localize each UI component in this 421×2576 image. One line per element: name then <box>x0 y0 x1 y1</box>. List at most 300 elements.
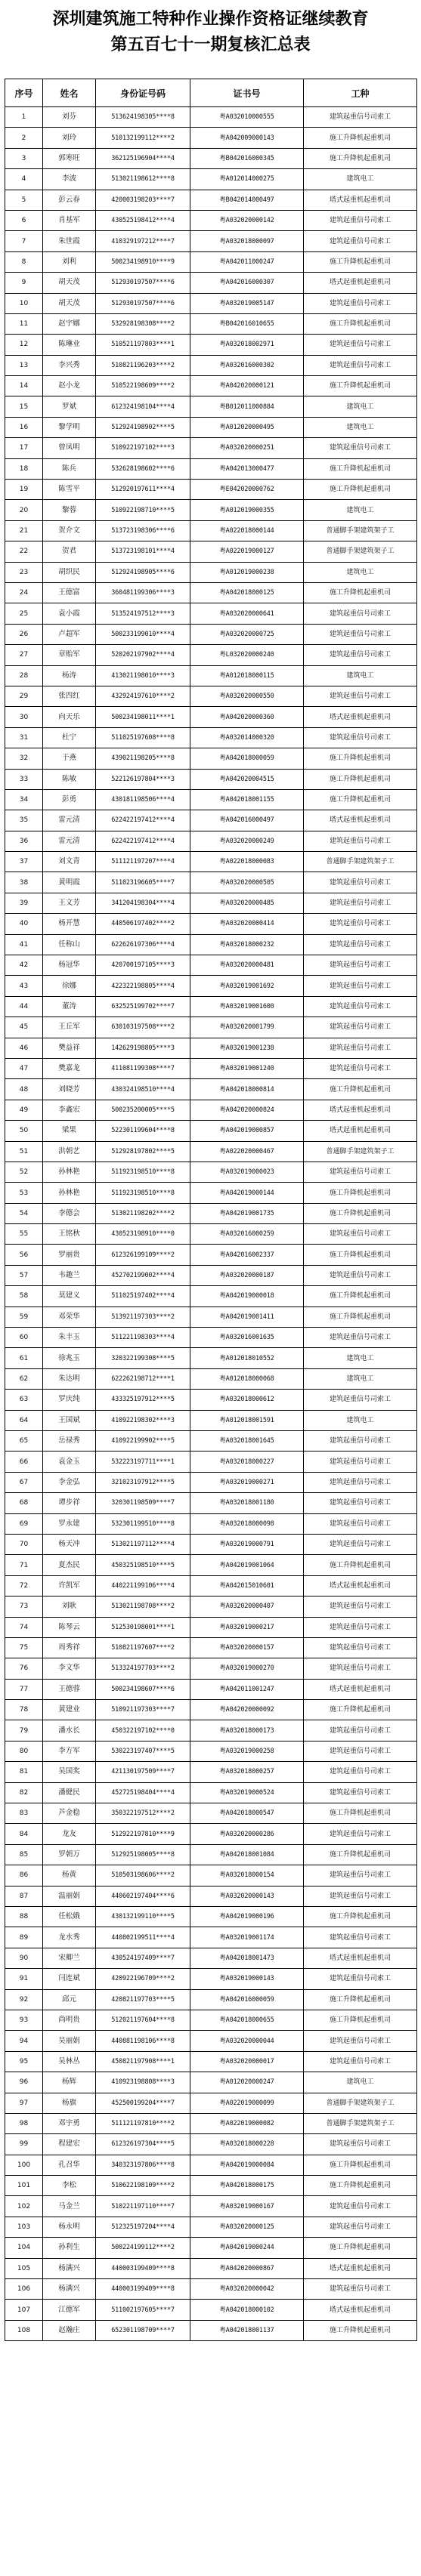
cell-cert-number: 粤A042020000092 <box>190 1700 304 1720</box>
table-row <box>5 417 417 437</box>
header-job-type: 工种 <box>304 79 417 107</box>
table-row <box>5 1720 417 1741</box>
cell-id-number: 421130197509****7 <box>96 1762 190 1782</box>
cell-id-number: 510132199112****2 <box>96 128 190 148</box>
cell-seq: 5 <box>5 190 43 210</box>
cell-seq: 73 <box>5 1597 43 1617</box>
cell-name: 潘健民 <box>43 1782 96 1803</box>
cell-cert-number: 粤A042018000655 <box>190 2010 304 2030</box>
cell-name: 朱丰玉 <box>43 1328 96 1348</box>
cell-job-type: 施工升降机起重机司 <box>304 1803 417 1824</box>
cell-job-type: 建筑起重信号司索工 <box>304 1493 417 1513</box>
cell-cert-number: 粤A032019000143 <box>190 1969 304 1989</box>
cell-id-number: 430525198412****4 <box>96 210 190 230</box>
cell-job-type: 建筑起重信号司索工 <box>304 1472 417 1492</box>
cell-job-type: 塔式起重机起重机司 <box>304 190 417 210</box>
header-id-number: 身份证号码 <box>96 79 190 107</box>
cell-job-type: 建筑起重信号司索工 <box>304 355 417 375</box>
table-row <box>5 955 417 976</box>
cell-job-type: 建筑起重信号司索工 <box>304 210 417 230</box>
table-row <box>5 2196 417 2217</box>
cell-job-type: 建筑电工 <box>304 396 417 417</box>
cell-seq: 34 <box>5 789 43 810</box>
cell-job-type: 施工升降机起重机司 <box>304 2238 417 2258</box>
cell-name: 江德军 <box>43 2300 96 2320</box>
table-row <box>5 1472 417 1492</box>
cell-cert-number: 粤A032020001799 <box>190 1017 304 1038</box>
cell-cert-number: 粤A042019001064 <box>190 1555 304 1575</box>
cell-name: 于燕 <box>43 748 96 769</box>
cell-name: 王丘军 <box>43 1017 96 1038</box>
cell-cert-number: 粤A032018001180 <box>190 1493 304 1513</box>
cell-seq: 16 <box>5 417 43 437</box>
cell-job-type: 建筑起重信号司索工 <box>304 1162 417 1182</box>
cell-cert-number: 粤A042019001411 <box>190 1307 304 1327</box>
cell-job-type: 建筑起重信号司索工 <box>304 2217 417 2237</box>
cell-cert-number: 粤A032019000270 <box>190 1658 304 1679</box>
cell-seq: 3 <box>5 148 43 168</box>
cell-job-type: 建筑起重信号司索工 <box>304 603 417 624</box>
cell-id-number: 510821197607****2 <box>96 1637 190 1658</box>
cell-seq: 81 <box>5 1762 43 1782</box>
cell-cert-number: 粤A032020000042 <box>190 2279 304 2300</box>
cell-job-type: 施工升降机起重机司 <box>304 148 417 168</box>
cell-seq: 67 <box>5 1472 43 1492</box>
table-row <box>5 273 417 293</box>
cell-cert-number: 粤A032020000505 <box>190 872 304 893</box>
cell-name: 杨冠华 <box>43 955 96 976</box>
table-row <box>5 1431 417 1452</box>
cell-id-number: 510922197102****3 <box>96 438 190 458</box>
cell-seq: 107 <box>5 2300 43 2320</box>
cell-name: 李德会 <box>43 1203 96 1223</box>
table-row <box>5 313 417 334</box>
cell-seq: 82 <box>5 1782 43 1803</box>
cell-id-number: 512928197802****5 <box>96 1141 190 1162</box>
cell-job-type: 建筑起重信号司索工 <box>304 1927 417 1948</box>
table-row <box>5 1079 417 1100</box>
cell-name: 吴丽娟 <box>43 2031 96 2051</box>
cell-seq: 92 <box>5 1989 43 2010</box>
table-row <box>5 2300 417 2320</box>
cell-cert-number: 粤A042016000059 <box>190 1989 304 2010</box>
cell-job-type: 建筑电工 <box>304 169 417 190</box>
cell-seq: 50 <box>5 1121 43 1141</box>
cell-id-number: 532928198308****2 <box>96 313 190 334</box>
cell-name: 罗永建 <box>43 1513 96 1534</box>
cell-job-type: 塔式起重机起重机司 <box>304 1575 417 1596</box>
cell-name: 刘晓芳 <box>43 1079 96 1100</box>
cell-name: 吴国奖 <box>43 1762 96 1782</box>
cell-job-type: 施工升降机起重机司 <box>304 251 417 272</box>
cell-cert-number: 粤A032018000154 <box>190 1865 304 1886</box>
cell-name: 刘玲 <box>43 128 96 148</box>
cell-id-number: 622262198712****1 <box>96 1368 190 1389</box>
cell-cert-number: 粤A042020000121 <box>190 376 304 396</box>
cell-seq: 7 <box>5 231 43 251</box>
cell-job-type: 施工升降机起重机司 <box>304 1555 417 1575</box>
cell-seq: 39 <box>5 893 43 913</box>
cell-id-number: 511025197402****4 <box>96 1286 190 1307</box>
cell-job-type: 普通脚手架建筑架子工 <box>304 2113 417 2133</box>
cell-cert-number: 粤B042014000497 <box>190 190 304 210</box>
cell-job-type: 施工升降机起重机司 <box>304 789 417 810</box>
cell-id-number: 321023197912****5 <box>96 1472 190 1492</box>
cell-job-type: 建筑起重信号司索工 <box>304 1390 417 1410</box>
table-row <box>5 541 417 562</box>
cell-cert-number: 粤A032019001174 <box>190 1927 304 1948</box>
table-row <box>5 1658 417 1679</box>
cell-cert-number: 粤A042020000360 <box>190 707 304 727</box>
cell-cert-number: 粤A032016000259 <box>190 1224 304 1245</box>
table-row <box>5 810 417 831</box>
cell-name: 刘文青 <box>43 852 96 872</box>
cell-id-number: 622422197412****4 <box>96 810 190 831</box>
cell-seq: 79 <box>5 1720 43 1741</box>
cell-id-number: 413021198010****3 <box>96 665 190 686</box>
cell-name: 夏杰民 <box>43 1555 96 1575</box>
cell-cert-number: 粤B012011000884 <box>190 396 304 417</box>
table-row <box>5 1058 417 1078</box>
cell-cert-number: 粤A012018010552 <box>190 1348 304 1368</box>
cell-name: 龙水秀 <box>43 1927 96 1948</box>
cell-id-number: 500234198607****6 <box>96 1679 190 1699</box>
cell-job-type: 建筑起重信号司索工 <box>304 438 417 458</box>
cell-cert-number: 粤A042011001247 <box>190 1679 304 1699</box>
cell-job-type: 塔式起重机起重机司 <box>304 1121 417 1141</box>
cell-cert-number: 粤A032020000142 <box>190 210 304 230</box>
cell-name: 孔召华 <box>43 2155 96 2175</box>
cell-seq: 80 <box>5 1741 43 1761</box>
cell-name: 彭勇 <box>43 789 96 810</box>
cell-cert-number: 粤A032018000232 <box>190 934 304 955</box>
cell-seq: 18 <box>5 458 43 479</box>
cell-name: 王国斌 <box>43 1410 96 1430</box>
cell-name: 程建宏 <box>43 2134 96 2155</box>
cell-job-type: 塔式起重机起重机司 <box>304 2258 417 2278</box>
table-row <box>5 1017 417 1038</box>
cell-id-number: 420003198203****7 <box>96 190 190 210</box>
cell-job-type: 建筑起重信号司索工 <box>304 1452 417 1472</box>
cell-name: 罗丽贵 <box>43 1245 96 1265</box>
cell-seq: 32 <box>5 748 43 769</box>
cell-id-number: 362125196904****4 <box>96 148 190 168</box>
cell-id-number: 450322197102****0 <box>96 1720 190 1741</box>
cell-job-type: 施工升降机起重机司 <box>304 1286 417 1307</box>
cell-cert-number: 粤A042018001473 <box>190 1948 304 1968</box>
table-row <box>5 1637 417 1658</box>
cell-id-number: 511923198510****8 <box>96 1162 190 1182</box>
cell-cert-number: 粤A032020000157 <box>190 1637 304 1658</box>
cell-name: 吴林丛 <box>43 2051 96 2072</box>
cell-job-type: 普通脚手架建筑架子工 <box>304 1141 417 1162</box>
cell-job-type: 建筑起重信号司索工 <box>304 996 417 1017</box>
cell-job-type: 建筑起重信号司索工 <box>304 231 417 251</box>
cell-cert-number: 粤A032019001240 <box>190 1058 304 1078</box>
cell-job-type: 施工升降机起重机司 <box>304 480 417 500</box>
cell-cert-number: 粤A032018000227 <box>190 1452 304 1472</box>
cell-name: 杨满兴 <box>43 2258 96 2278</box>
table-row <box>5 520 417 541</box>
cell-id-number: 450325198510****5 <box>96 1555 190 1575</box>
cell-seq: 22 <box>5 541 43 562</box>
cell-cert-number: 粤A042019000144 <box>190 1183 304 1203</box>
cell-seq: 43 <box>5 976 43 996</box>
cell-name: 谭步祥 <box>43 1493 96 1513</box>
cell-id-number: 432924197610****2 <box>96 686 190 706</box>
cell-seq: 68 <box>5 1493 43 1513</box>
cell-name: 黎蓉 <box>43 500 96 520</box>
cell-name: 孙利生 <box>43 2238 96 2258</box>
cell-seq: 29 <box>5 686 43 706</box>
cell-job-type: 施工升降机起重机司 <box>304 1245 417 1265</box>
table-row <box>5 914 417 934</box>
cell-seq: 8 <box>5 251 43 272</box>
cell-job-type: 建筑起重信号司索工 <box>304 914 417 934</box>
cell-cert-number: 粤A032014000320 <box>190 727 304 748</box>
cell-id-number: 430524197409****7 <box>96 1948 190 1968</box>
table-row <box>5 1555 417 1575</box>
cell-job-type: 建筑起重信号司索工 <box>304 1762 417 1782</box>
cell-job-type: 塔式起重机起重机司 <box>304 273 417 293</box>
table-row <box>5 893 417 913</box>
table-row <box>5 748 417 769</box>
table-row <box>5 872 417 893</box>
cell-cert-number: 粤A012018000068 <box>190 1368 304 1389</box>
cell-name: 袁金玉 <box>43 1452 96 1472</box>
cell-job-type: 施工升降机起重机司 <box>304 128 417 148</box>
cell-seq: 90 <box>5 1948 43 1968</box>
table-row <box>5 1348 417 1368</box>
cell-cert-number: 粤A042018000547 <box>190 1803 304 1824</box>
cell-seq: 65 <box>5 1431 43 1452</box>
cell-name: 张四红 <box>43 686 96 706</box>
cell-cert-number: 粤A032019000791 <box>190 1534 304 1554</box>
cell-name: 胡天茂 <box>43 293 96 313</box>
cell-id-number: 452500199204****7 <box>96 2093 190 2113</box>
table-row <box>5 1368 417 1389</box>
cell-job-type: 建筑电工 <box>304 2072 417 2093</box>
cell-id-number: 512930197507****6 <box>96 273 190 293</box>
cell-id-number: 513921197303****2 <box>96 1307 190 1327</box>
cell-cert-number: 粤A032020000125 <box>190 2217 304 2237</box>
table-row <box>5 1410 417 1430</box>
cell-job-type: 建筑起重信号司索工 <box>304 1265 417 1285</box>
cell-id-number: 510521197803****1 <box>96 335 190 355</box>
table-row <box>5 1844 417 1865</box>
cell-name: 董涛 <box>43 996 96 1017</box>
cell-name: 马金兰 <box>43 2196 96 2217</box>
cell-seq: 104 <box>5 2238 43 2258</box>
cell-name: 朱世霞 <box>43 231 96 251</box>
cell-job-type: 施工升降机起重机司 <box>304 2010 417 2030</box>
table-row <box>5 996 417 1017</box>
cell-id-number: 500235200005****5 <box>96 1100 190 1120</box>
cell-job-type: 建筑起重信号司索工 <box>304 2031 417 2051</box>
table-row <box>5 1245 417 1265</box>
cell-id-number: 532223197711****1 <box>96 1452 190 1472</box>
cell-job-type: 施工升降机起重机司 <box>304 582 417 603</box>
cell-name: 罗斌 <box>43 396 96 417</box>
cell-name: 罗庆纯 <box>43 1390 96 1410</box>
cell-name: 邱元 <box>43 1989 96 2010</box>
cell-job-type: 建筑起重信号司索工 <box>304 1224 417 1245</box>
cell-id-number: 430132199110****5 <box>96 1906 190 1927</box>
cell-cert-number: 粤A022019000127 <box>190 541 304 562</box>
cell-job-type: 普通脚手架建筑架子工 <box>304 852 417 872</box>
cell-cert-number: 粤A022020000467 <box>190 1141 304 1162</box>
cell-seq: 19 <box>5 480 43 500</box>
cell-name: 肖基军 <box>43 210 96 230</box>
cell-cert-number: 粤A032020000481 <box>190 955 304 976</box>
cell-name: 罗朝万 <box>43 1844 96 1865</box>
cell-id-number: 511002197605****7 <box>96 2300 190 2320</box>
cell-seq: 28 <box>5 665 43 686</box>
cell-cert-number: 粤A032018001645 <box>190 1431 304 1452</box>
cell-name: 刘耿 <box>43 1597 96 1617</box>
cell-cert-number: 粤A032019000217 <box>190 1617 304 1637</box>
cell-name: 郭寒旺 <box>43 148 96 168</box>
cell-id-number: 532301199510****8 <box>96 1513 190 1534</box>
cell-seq: 55 <box>5 1224 43 1245</box>
cell-name: 赵瀚庄 <box>43 2320 96 2340</box>
table-row <box>5 2320 417 2340</box>
cell-name: 王铭秋 <box>43 1224 96 1245</box>
cell-seq: 77 <box>5 1679 43 1699</box>
cell-id-number: 530223197407****5 <box>96 1741 190 1761</box>
cell-cert-number: 粤A012020000247 <box>190 2072 304 2093</box>
cell-seq: 41 <box>5 934 43 955</box>
cell-name: 岳禄秀 <box>43 1431 96 1452</box>
table-row <box>5 1824 417 1844</box>
cell-seq: 4 <box>5 169 43 190</box>
table-row <box>5 1328 417 1348</box>
cell-id-number: 513021198708****2 <box>96 1597 190 1617</box>
table-row <box>5 169 417 190</box>
table-row <box>5 1390 417 1410</box>
cell-seq: 78 <box>5 1700 43 1720</box>
cell-id-number: 440506197402****2 <box>96 914 190 934</box>
table-row <box>5 2010 417 2030</box>
table-row <box>5 1597 417 1617</box>
cell-seq: 52 <box>5 1162 43 1182</box>
cell-id-number: 420922196709****2 <box>96 1969 190 1989</box>
table-row <box>5 1100 417 1120</box>
cell-name: 陈兵 <box>43 458 96 479</box>
cell-job-type: 建筑起重信号司索工 <box>304 1597 417 1617</box>
cell-seq: 25 <box>5 603 43 624</box>
cell-name: 杨永明 <box>43 2217 96 2237</box>
cell-cert-number: 粤A032020000485 <box>190 893 304 913</box>
cell-cert-number: 粤A012020000495 <box>190 417 304 437</box>
cell-id-number: 411081199308****7 <box>96 1058 190 1078</box>
cell-job-type: 建筑起重信号司索工 <box>304 1741 417 1761</box>
table-row <box>5 1989 417 2010</box>
cell-seq: 47 <box>5 1058 43 1078</box>
cell-id-number: 440003199409****8 <box>96 2258 190 2278</box>
table-row <box>5 686 417 706</box>
cell-id-number: 511121197810****2 <box>96 2113 190 2133</box>
cell-job-type: 施工升降机起重机司 <box>304 2320 417 2340</box>
cell-job-type: 建筑起重信号司索工 <box>304 1782 417 1803</box>
cell-job-type: 普通脚手架建筑架子工 <box>304 520 417 541</box>
cell-job-type: 建筑起重信号司索工 <box>304 1328 417 1348</box>
cell-job-type: 建筑电工 <box>304 1410 417 1430</box>
cell-job-type: 建筑起重信号司索工 <box>304 1513 417 1534</box>
cell-seq: 63 <box>5 1390 43 1410</box>
cell-job-type: 建筑起重信号司索工 <box>304 872 417 893</box>
cell-id-number: 440003199409****8 <box>96 2279 190 2300</box>
cell-cert-number: 粤A042018000814 <box>190 1079 304 1100</box>
cell-cert-number: 粤A032020000143 <box>190 1886 304 1906</box>
cell-seq: 85 <box>5 1844 43 1865</box>
cell-name: 杨满兴 <box>43 2279 96 2300</box>
cell-id-number: 512325197204****4 <box>96 2217 190 2237</box>
cell-cert-number: 粤A032020000407 <box>190 1597 304 1617</box>
cell-id-number: 410922199902****5 <box>96 1431 190 1452</box>
cell-job-type: 塔式起重机起重机司 <box>304 1100 417 1120</box>
header-row <box>5 79 417 107</box>
cell-seq: 35 <box>5 810 43 831</box>
cell-seq: 44 <box>5 996 43 1017</box>
cell-job-type: 建筑起重信号司索工 <box>304 934 417 955</box>
cell-job-type: 施工升降机起重机司 <box>304 1079 417 1100</box>
cell-name: 赵宇娜 <box>43 313 96 334</box>
cell-cert-number: 粤A042016000307 <box>190 273 304 293</box>
cell-job-type: 建筑起重信号司索工 <box>304 645 417 665</box>
cell-id-number: 513021198202****2 <box>96 1203 190 1223</box>
cell-id-number: 430324198510****4 <box>96 1079 190 1100</box>
cell-id-number: 350322197512****2 <box>96 1803 190 1824</box>
cell-id-number: 500224199112****2 <box>96 2238 190 2258</box>
header-seq: 序号 <box>5 79 43 107</box>
cell-cert-number: 粤A042018000125 <box>190 582 304 603</box>
cell-seq: 69 <box>5 1513 43 1534</box>
cell-seq: 54 <box>5 1203 43 1223</box>
cell-job-type: 普通脚手架建筑架子工 <box>304 541 417 562</box>
cell-name: 贺介文 <box>43 520 96 541</box>
cell-cert-number: 粤A032019000271 <box>190 1472 304 1492</box>
cell-name: 向天乐 <box>43 707 96 727</box>
table-row <box>5 2238 417 2258</box>
cell-seq: 102 <box>5 2196 43 2217</box>
cell-cert-number: 粤E042020000762 <box>190 480 304 500</box>
cell-job-type: 普通脚手架建筑架子工 <box>304 2093 417 2113</box>
cell-id-number: 510503198606****2 <box>96 1865 190 1886</box>
table-row <box>5 1121 417 1141</box>
cell-id-number: 522301199604****8 <box>96 1121 190 1141</box>
cell-name: 徐兆玉 <box>43 1348 96 1368</box>
cell-job-type: 塔式起重机起重机司 <box>304 810 417 831</box>
cell-id-number: 433325197912****5 <box>96 1390 190 1410</box>
cell-name: 杨涛 <box>43 665 96 686</box>
cell-name: 袁小霞 <box>43 603 96 624</box>
cell-id-number: 450821197908****1 <box>96 2051 190 2072</box>
table-row <box>5 293 417 313</box>
cell-job-type: 施工升降机起重机司 <box>304 1203 417 1223</box>
cell-cert-number: 粤A032019000258 <box>190 1741 304 1761</box>
cell-id-number: 622626197306****4 <box>96 934 190 955</box>
table-row <box>5 582 417 603</box>
cell-job-type: 建筑起重信号司索工 <box>304 831 417 851</box>
cell-job-type: 建筑电工 <box>304 665 417 686</box>
cell-cert-number: 粤A032020000044 <box>190 2031 304 2051</box>
cell-seq: 42 <box>5 955 43 976</box>
cell-seq: 76 <box>5 1658 43 1679</box>
cell-cert-number: 粤A032019001238 <box>190 1038 304 1058</box>
cell-cert-number: 粤A042018000175 <box>190 2176 304 2196</box>
cell-name: 任称山 <box>43 934 96 955</box>
